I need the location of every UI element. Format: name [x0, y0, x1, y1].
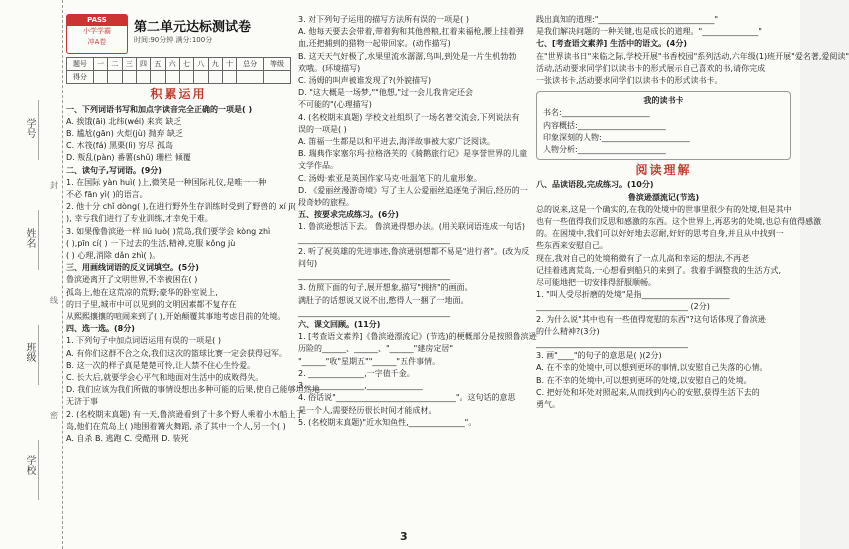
text-line: ______________________________________: [298, 271, 450, 281]
text-line: 尽可能地把一切安排得舒服顺畅。: [536, 278, 656, 288]
text-line: ), 幸亏我们进行了专业训练,才幸免于难。: [66, 214, 213, 224]
text-line: 问句): [298, 259, 318, 269]
text-line: 2. 听了祝英雄的先进事迹,鲁滨逊别想都不易是"进行者"。(改为反: [298, 246, 530, 256]
score-cell: 三: [122, 58, 136, 71]
text-line: 3. 如果像鲁滨逊一样 liú luò( )荒岛,我们要学会 kòng zhì: [66, 226, 271, 236]
text-line: 六、课文回顾。(11分): [298, 320, 381, 330]
section-banner: 积累运用: [150, 87, 207, 102]
text-line: 2. 为什么说"其中也有一些值得宽慰的东西"?这句话体现了鲁滨逊: [536, 314, 766, 324]
margin-line: [38, 210, 39, 270]
text-line: ______________________________________: [536, 339, 688, 349]
text-line: C. 汤姆·索亚是英国作家马克·吐温笔下的儿童形象。: [298, 173, 482, 183]
text-line: 在"世界读书日"来临之际,学校开展"书香校园"系列活动,六年级(1)班开展"爱名著,爱阅读": [536, 51, 849, 61]
score-cell: 等级: [264, 58, 291, 71]
cut-mark: 线: [50, 296, 58, 305]
text-line: 1. 在国际 yàn huì( )上,微笑是一种国际礼仪,是唯一一种: [66, 177, 267, 187]
text-line: 2. (名校期末真题) 有一天,鲁滨逊看到了十多个野人乘着小木船上了: [66, 409, 304, 419]
score-cell: 六: [165, 58, 179, 71]
text-line: 是一个人,需要经历很长时间才能成材。: [298, 405, 437, 415]
text-line: 勇气。: [536, 400, 560, 410]
text-line: 记挂着逃离荒岛,一心想看到船只的来到了。我着手调整我的生活方式,: [536, 265, 782, 275]
text-line: A. 挨饿(āi) 北纬(wéi) 来宾 缺乏: [66, 116, 182, 126]
cut-mark: 封: [50, 181, 58, 190]
text-line: 些东西来安慰自己。: [536, 241, 608, 251]
text-line: C. 木筏(fá) 黑栗(lì) 穷尽 孤岛: [66, 141, 173, 151]
score-cell[interactable]: 得分: [67, 71, 94, 84]
text-line: 1. "叫人受尽折磨的处境"是指______________________: [536, 290, 730, 300]
text-line: 3. ______________,______________: [298, 381, 423, 391]
text-line: C. 长大后,就要学会心平气和地面对生活中的成败得失。: [66, 373, 264, 383]
text-line: 的什么精神?(3分): [536, 326, 600, 336]
text-line: B. 这天天气好极了,水果里流水潺潺,鸟叫,到处是一片生机勃勃: [298, 51, 517, 61]
text-line: B. 在不幸的处境中,可以想到更坏的处境,以安慰自己的处境。: [536, 375, 752, 385]
text-line: ______________________________________: [298, 234, 450, 244]
text-line: 1. [考查语文素养]《鲁滨逊漂流记》(节选)的梗概部分是按照鲁滨逊: [298, 332, 537, 342]
text-line: A. 有你们这群不合之众,我们这次的篮球比赛一定会获得冠军。: [66, 348, 287, 358]
label-school: 学校: [24, 455, 35, 475]
score-cell[interactable]: [136, 71, 150, 84]
text-line: 的。在困境中,我们可以好好地去忍耐,好好的思考自身,并且从中找到一: [536, 229, 784, 239]
score-cell: 五: [151, 58, 165, 71]
text-line: ( ) 心理,消除 dǎn zhì( )。: [66, 251, 161, 261]
text-line: 现在,我对自己的处境稍微有了一点儿高和幸运的想法,不再老: [536, 253, 750, 263]
text-line: 误的一项是( ): [298, 124, 347, 134]
text-line: 2. ______________,一字值千金。: [298, 368, 415, 378]
text-line: 从熙熙攘攘的喧闹来到了( ),开始颠覆其事地考虑目前的处境。: [66, 312, 286, 322]
score-cell[interactable]: [179, 71, 193, 84]
text-line: ( ),pīn cí( ) 一下过去的生活,精神,克服 kǒng jù: [66, 238, 236, 248]
text-line: 是我们解决问题的一种关键,也是成长的道理。"______________": [536, 27, 762, 37]
reading-card-row: 印象深刻的人物:______________________: [543, 132, 690, 142]
text-line: 5. (名校期末真题)"近水知鱼性,______________"。: [298, 417, 477, 427]
text-line: C. 把好处和坏处对照起来,从而找到内心的安慰,获得生活下去的: [536, 387, 760, 397]
label-class: 班级: [24, 342, 35, 362]
score-cell: 二: [108, 58, 122, 71]
exam-time: 时间:90分钟: [134, 36, 174, 44]
binding-margin: [0, 0, 63, 549]
text-line: 总的说来,这是一个确实的,在我的处境中的世事里很少有的处境,但是其中: [536, 204, 792, 214]
text-line: ______________________________________: [298, 307, 450, 317]
text-line: 血,还把捕到的猎物一起带回家。(动作描写): [298, 39, 451, 49]
series-badge: PASS 小学学霸 冲A卷: [66, 14, 128, 54]
text-line: B. 尴尬(gān) 火炬(jù) 抛弃 缺乏: [66, 129, 184, 139]
text-line: 4. 俗话说"______________________________"。这句话的意思: [298, 393, 516, 403]
margin-line: [38, 100, 39, 160]
exam-full-score: 满分:100分: [175, 36, 213, 44]
column-middle: [298, 14, 537, 429]
text-line: 3. 画"____"的句子的意思是( )(2分): [536, 351, 662, 361]
text-line: 2. 他十分 chǐ dòng( ),在进行野外生存训练时受到了野兽的 xí jī(: [66, 202, 297, 212]
text-line: 一、下列词语书写和加点字读音完全正确的一项是( ): [66, 104, 253, 114]
reading-card-row: 内容概括:______________________: [543, 120, 666, 130]
text-line: 满肚子的话想说又说不出,憋得人一捆了一地面。: [298, 295, 469, 305]
text-line: D. 《爱丽丝漫游奇境》写了主人公爱丽丝追逐兔子洞后,经历的一: [298, 185, 528, 195]
text-line: D. 我们应该为我们所做的事情设想出多种可能的后果,使自己能够坦然地: [66, 385, 320, 395]
score-cell[interactable]: [208, 71, 222, 84]
text-line: A. 笛福一生都是以和平进去,海洋故事被大家广泛阅读。: [298, 137, 495, 147]
text-line: B. 瑞典作家塞尔玛·拉格洛芙的《骑鹅旅行记》是享誉世界的儿童: [298, 149, 528, 159]
score-cell[interactable]: [151, 71, 165, 84]
text-line: 二、读句子,写词语。(9分): [66, 165, 162, 175]
reading-card: [536, 91, 791, 160]
text-line: 欢哦。(环境描写): [298, 63, 361, 73]
text-line: 活动,活动要求同学们以读书卡的形式展示自己喜欢的书,请你完成: [536, 63, 766, 73]
exam-title: 第二单元达标测试卷: [134, 19, 252, 35]
reading-card-row: 人物分析:______________________: [543, 145, 666, 155]
text-line: 4. (名校期末真题) 学校文社组织了一场名著交流会,下列说法有: [298, 112, 520, 122]
score-cell: 一: [93, 58, 107, 71]
score-cell[interactable]: [222, 71, 236, 84]
text-line: 七、[考查语文素养] 生活中的语文。(4分): [536, 39, 687, 49]
score-cell: 八: [194, 58, 208, 71]
text-line: A. 自杀 B. 逃跑 C. 受酷刑 D. 装死: [66, 434, 189, 444]
text-line: 鲁滨逊漂流记(节选): [627, 192, 700, 202]
text-line: 践出真知的道理:"_____________________________": [536, 15, 719, 24]
text-line: 历险的______、______、"______"建房定居": [298, 344, 454, 354]
label-student-number: 学号: [24, 118, 35, 138]
score-cell[interactable]: [194, 71, 208, 84]
text-line: D. "这大概是一场梦,""他想,"过一会儿我肯定还会: [298, 88, 474, 98]
text-line: 岛,他们在荒岛上( )地围着篝火舞蹈, 杀了其中一个人,另一个( ): [66, 421, 286, 431]
text-line: 1. 鲁滨逊想活下去。 鲁滨逊得想办法。(用关联词语连成一句话): [298, 222, 525, 232]
text-line: 段奇妙的旅程。: [298, 198, 354, 208]
reading-card-row: 书名:______________________: [543, 108, 650, 118]
text-line: 无济于事: [66, 397, 98, 407]
score-cell[interactable]: [93, 71, 107, 84]
text-line: 3. 仿照下面的句子,展开想象,描写"拥挤"的画面。: [298, 283, 473, 293]
text-line: 的日子里,城市中可以见到的文明因素都不复存在: [66, 299, 237, 309]
text-line: 不必 fān yì( )的语言。: [66, 190, 148, 200]
label-name: 姓名: [24, 228, 35, 248]
text-line: 五、按要求完成练习。(6分): [298, 210, 399, 220]
text-line: 四、选一选。(8分): [66, 324, 135, 334]
text-line: 3. 对下列句子运用的描写方法所有误的一项是( ): [298, 15, 469, 24]
text-line: 文学作品。: [298, 161, 338, 171]
margin-line: [38, 325, 39, 385]
score-cell[interactable]: [108, 71, 122, 84]
text-line: 不可能的"(心理描写): [298, 100, 372, 110]
text-line: "______"收"星期五""______"五件事情。: [298, 356, 441, 366]
score-cell: 总分: [237, 58, 264, 71]
score-cell[interactable]: [165, 71, 179, 84]
section-banner-reading: 阅读理解: [635, 163, 692, 178]
text-line: 也有一些值得我们反思和感激的东西。这个世界上,再恶劣的处境,也总有值得感激: [536, 217, 822, 227]
reading-card-title: 我的读书卡: [643, 96, 684, 106]
text-line: D. 叛乱(pàn) 番薯(shǔ) 珊栏 倾覆: [66, 153, 191, 163]
text-line: 鲁滨逊离开了文明世界,不幸被困在( ): [66, 275, 198, 285]
score-table: [66, 57, 291, 84]
page-number: 3: [400, 530, 408, 543]
cut-mark: 密: [50, 411, 58, 420]
score-cell: 十: [222, 58, 236, 71]
score-cell: 七: [179, 58, 193, 71]
score-cell: 题号: [67, 58, 94, 71]
score-cell: 四: [136, 58, 150, 71]
score-cell: 九: [208, 58, 222, 71]
text-line: C. 汤姆的叫声被谁发现了?(外貌描写): [298, 76, 432, 86]
score-cell[interactable]: [237, 71, 264, 84]
score-cell[interactable]: [264, 71, 291, 84]
text-line: 孤岛上,他在这荒凉的荒野;豪华的卧室说上,: [66, 287, 218, 297]
score-cell[interactable]: [122, 71, 136, 84]
text-line: 三、用画线词语的反义词填空。(5分): [66, 263, 199, 273]
margin-line: [38, 440, 39, 500]
column-right: [536, 14, 849, 411]
text-line: ______________________________________ (2分): [536, 302, 710, 312]
text-line: 1. 下列句子中加点词语运用有误的一项是( ): [66, 336, 221, 346]
text-line: 一张读书卡,活动要求同学们以读书卡的形式读书卡。: [536, 76, 723, 86]
text-line: B. 这一次的样子真是楚楚可怜,让人禁不住心生怜爱。: [66, 360, 256, 370]
text-line: A. 他每天要去会带着,带着狗和其他兽粮,扛着来福枪,腰上挂着弹: [298, 27, 525, 37]
text-line: A. 在不幸的处境中,可以想到更坏的事情,以安慰自己失落的心情。: [536, 363, 768, 373]
text-line: 八、品读语段,完成练习。(10分): [536, 180, 654, 190]
exam-header: [66, 14, 291, 54]
